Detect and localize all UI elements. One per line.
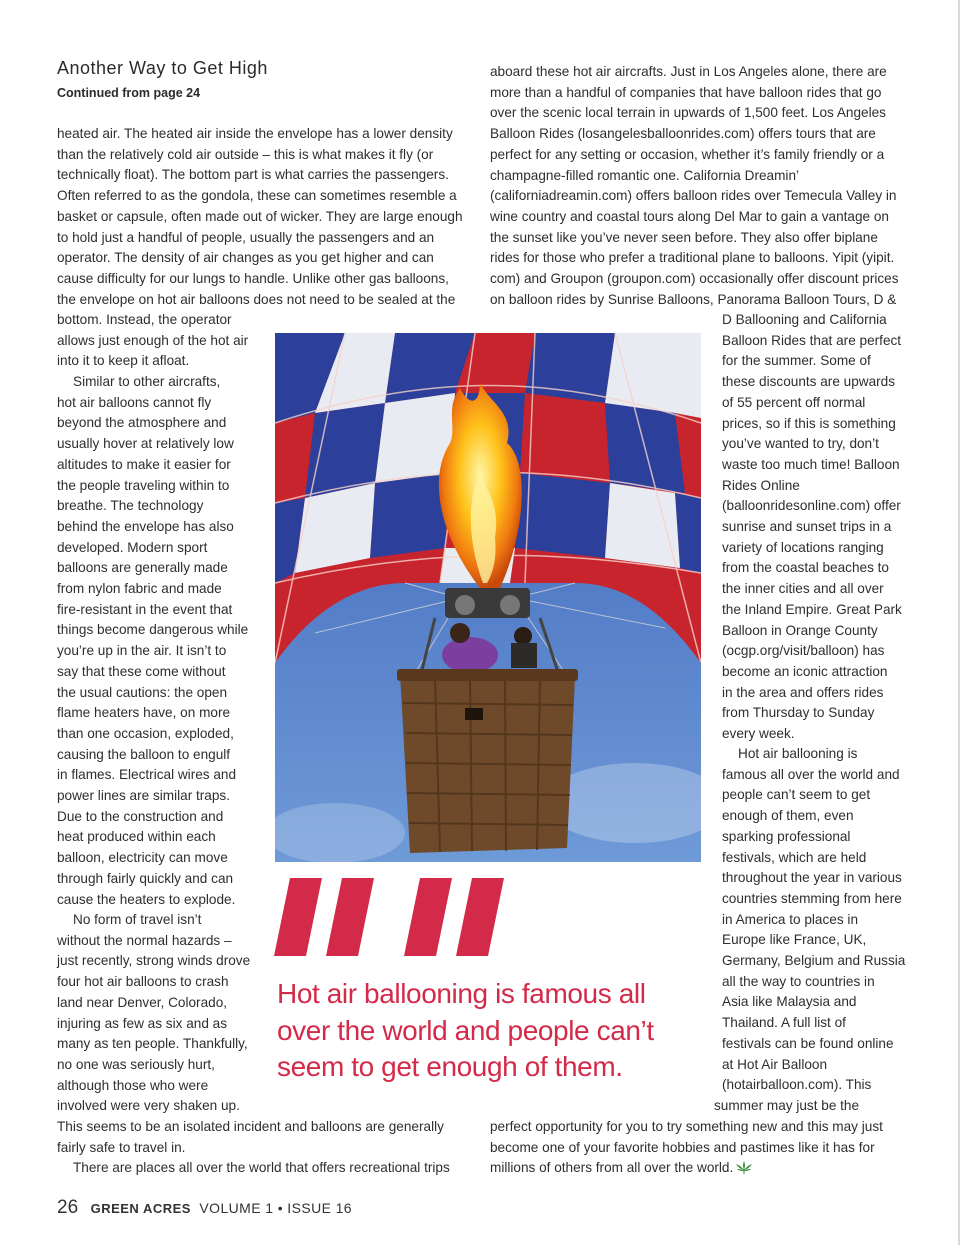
text-line: say that these come without	[57, 663, 226, 679]
text-line: all the way to countries in	[722, 973, 875, 989]
text-line: variety of locations ranging	[722, 539, 884, 555]
text-line: into it to keep it afloat.	[57, 353, 190, 369]
text-line: from Thursday to Sunday	[722, 705, 875, 721]
text-line: become an iconic attraction	[722, 663, 888, 679]
left-column-top	[57, 124, 463, 310]
text-line: sparking professional	[722, 828, 851, 844]
left-column-bottom-2	[57, 1158, 450, 1179]
text-line: (ocgp.org/visit/balloon) has	[722, 643, 885, 659]
hot-air-balloon-photo	[275, 333, 701, 862]
text-line: in flames. Electrical wires and	[57, 767, 237, 783]
text-line: on balloon rides by Sunrise Balloons, Panorama Balloon Tours, D &	[490, 291, 897, 307]
text-line: heat produced within each	[57, 829, 216, 845]
text-line: flame heaters have, on more	[57, 705, 231, 721]
left-column-narrow-3	[57, 910, 250, 1117]
text-line: basket or capsule, often made out of wicker. They are large enough	[57, 208, 463, 224]
text-line: the people traveling within to	[57, 477, 230, 493]
text-line: the Inland Empire. Great Park	[722, 601, 902, 617]
text-line: cause difficulty for our lungs to handle. Unlike other gas balloons,	[57, 270, 449, 286]
text-line: perfect opportunity for you to try something new and this may just	[490, 1119, 883, 1134]
text-line: you’ve wanted to try, don’t	[722, 436, 879, 452]
text-line: Balloon Rides that are perfect	[722, 332, 902, 348]
text-line: champagne-filled romantic one. California Dreamin’	[490, 167, 800, 183]
text-line: over the scenic local terrain in upwards of 1,500 feet. Los Angeles	[490, 105, 886, 121]
end-mark-wrapper	[733, 1160, 752, 1175]
page-number: 26	[57, 1197, 79, 1218]
text-line: com) and Groupon (groupon.com) occasionally offer discount prices	[490, 271, 899, 287]
text-line: This seems to be an isolated incident and balloons are generally	[57, 1119, 444, 1134]
text-line: technically float). The bottom part is what carries the passengers.	[57, 167, 449, 183]
text-line: festivals, which are held	[722, 849, 867, 865]
text-line: balloon, electricity can move	[57, 850, 228, 866]
text-line: without the normal hazards –	[57, 932, 232, 948]
text-line: from the coastal beaches to	[722, 560, 889, 576]
text-line: although those who were	[57, 1077, 209, 1093]
text-line: more than a handful of companies that have balloon rides that go	[490, 84, 882, 100]
text-line: enough of them, even	[722, 808, 854, 824]
text-line: Germany, Belgium and Russia	[722, 953, 906, 969]
text-line: perfect for any setting or occasion, whether it’s family friendly or a	[490, 146, 885, 162]
text-line: Rides Online	[722, 477, 800, 493]
text-line: you’re up in the air. It isn’t to	[57, 643, 227, 659]
text-line: hot air balloons cannot fly	[57, 394, 212, 410]
text-line: power lines are similar traps.	[57, 788, 231, 804]
text-line: throughout the year in various	[722, 870, 902, 886]
text-line: for the summer. Some of	[722, 353, 871, 369]
text-line: Europe like France, UK,	[722, 932, 867, 948]
text-line: the sunset like you’ve never seen before. They also offer biplane	[490, 229, 878, 245]
article-title: Another Way to Get High	[57, 58, 268, 78]
text-line: heated air. The heated air inside the envelope has a lower density	[57, 126, 453, 141]
text-line: every week.	[722, 726, 795, 742]
text-line: cause the heaters to explode.	[57, 891, 236, 907]
pull-quote	[277, 976, 654, 1086]
text-line: involved were very shaken up.	[57, 1098, 240, 1114]
text-line: these discounts are upwards	[722, 374, 896, 390]
text-line: become one of your favorite hobbies and pastimes like it has for	[490, 1139, 875, 1155]
page-footer	[57, 1197, 352, 1219]
text-line: Thailand. A full list of	[722, 1015, 846, 1031]
text-line: Balloon Rides (losangelesballoonrides.com) offers tours that are	[490, 126, 876, 142]
text-line: the usual cautions: the open	[57, 684, 228, 700]
text-line: rides for those who prefer a traditional plane to balloons. Yipit (yipit.	[490, 250, 895, 266]
text-line: breathe. The technology	[57, 498, 204, 514]
text-line: in the area and offers rides	[722, 684, 884, 700]
text-line: countries stemming from here	[722, 890, 902, 906]
left-column-narrow-1	[57, 310, 248, 372]
text-line: usually hover at relatively low	[57, 436, 234, 452]
text-line: just recently, strong winds drove	[57, 953, 251, 969]
pull-quote-line: over the world and people can’t	[277, 1014, 654, 1046]
issue-info: VOLUME 1 • ISSUE 16	[199, 1200, 352, 1216]
continued-note: Continued from page 24	[57, 86, 201, 100]
text-line: many as ten people. Thankfully,	[57, 1036, 248, 1052]
text-line: people can’t seem to get	[722, 787, 871, 803]
text-line: things become dangerous while	[57, 622, 249, 638]
text-line: balloons are generally made	[57, 560, 228, 576]
pull-quote-line: Hot air ballooning is famous all	[277, 978, 646, 1009]
text-line: land near Denver, Colorado,	[57, 994, 228, 1010]
text-line: No form of travel isn’t	[73, 912, 202, 927]
text-line: at Hot Air Balloon	[722, 1056, 828, 1072]
text-line: through fairly quickly and can	[57, 870, 234, 886]
text-line: four hot air balloons to crash	[57, 974, 229, 990]
text-line: than the relatively cold air outside – this is what makes it fly (or	[57, 146, 434, 162]
text-line: developed. Modern sport	[57, 539, 208, 555]
right-column-narrow-1	[722, 310, 902, 745]
text-line: behind the envelope has also	[57, 518, 234, 534]
text-line: (balloonridesonline.com) offer	[722, 498, 901, 514]
left-column-narrow-2	[57, 372, 248, 910]
text-line: from nylon fabric and made	[57, 581, 222, 597]
text-line: (hotairballoon.com). This	[722, 1077, 872, 1093]
quotation-marks-icon	[270, 878, 510, 960]
text-line: than one occasion, exploded,	[57, 725, 234, 741]
text-line: to hold just a handful of people, usually the passengers and an	[57, 229, 435, 245]
text-line: allows just enough of the hot air	[57, 332, 249, 348]
text-line: injuring as few as six and as	[57, 1015, 228, 1031]
pull-quote-line: seem to get enough of them.	[277, 1051, 623, 1082]
text-line: Hot air ballooning is	[738, 746, 858, 761]
text-line: the inner cities and all over	[722, 581, 884, 597]
text-line: in America to places in	[722, 911, 859, 927]
text-line: the envelope on hot air balloons does not need to be sealed at the	[57, 291, 456, 307]
text-line: Often referred to as the gondola, these can sometimes resemble a	[57, 188, 457, 204]
right-column-top	[490, 62, 899, 310]
text-line: Due to the construction and	[57, 808, 224, 824]
text-line: prices, so if this is something	[722, 415, 896, 431]
cannabis-leaf-icon	[736, 1161, 752, 1174]
text-line: altitudes to make it easier for	[57, 456, 231, 472]
text-line: Similar to other aircrafts,	[73, 374, 221, 389]
text-line: D Ballooning and California	[722, 312, 887, 327]
text-line: millions of others from all over the world.	[490, 1158, 883, 1179]
right-column-narrow-2	[722, 744, 905, 1096]
text-line: festivals can be found online	[722, 1035, 894, 1051]
text-line: causing the balloon to engulf	[57, 746, 231, 762]
text-line: operator. The density of air changes as you get higher and can	[57, 250, 434, 266]
text-line: aboard these hot air aircrafts. Just in Los Angeles alone, there are	[490, 64, 887, 79]
text-line: fairly safe to travel in.	[57, 1139, 186, 1155]
text-line: beyond the atmosphere and	[57, 415, 227, 431]
text-line: no one was seriously hurt,	[57, 1056, 215, 1072]
text-line: famous all over the world and	[722, 766, 900, 782]
left-column-bottom-1	[57, 1117, 444, 1158]
text-line: sunrise and sunset trips in a	[722, 519, 892, 535]
text-line: (californiadreamin.com) offers balloon rides over Temecula Valley in	[490, 188, 897, 204]
text-line: bottom. Instead, the operator	[57, 312, 232, 327]
text-line: of 55 percent off normal	[722, 394, 866, 410]
text-line: waste too much time! Balloon	[722, 456, 900, 472]
text-line: There are places all over the world that offers recreational trips	[73, 1160, 450, 1175]
text-line: Asia like Malaysia and	[722, 994, 857, 1010]
text-line: wine country and coastal tours along Del Mar to gain a vantage on	[490, 208, 889, 224]
magazine-name: GREEN ACRES	[90, 1201, 191, 1216]
text-line: Balloon in Orange County	[722, 622, 878, 638]
text-line: fire-resistant in the event that	[57, 601, 233, 617]
right-column-offset-line: summer may just be the	[714, 1098, 860, 1113]
right-column-bottom	[490, 1117, 883, 1179]
